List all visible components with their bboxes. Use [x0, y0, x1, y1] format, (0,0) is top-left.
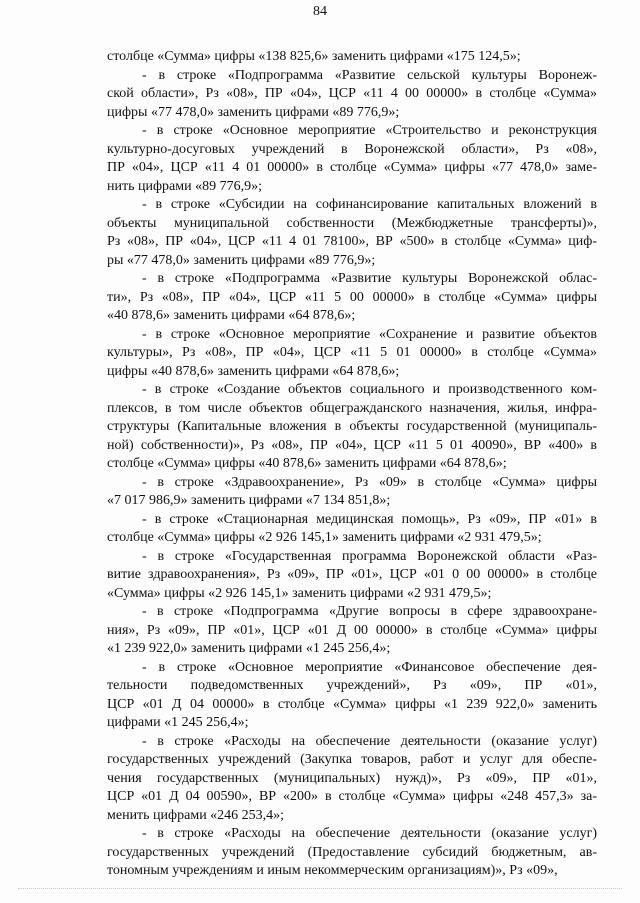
- paragraph: [107, 196, 597, 270]
- text-line: ной) собственности)», Рз «08», ПР «04», ЦСР «11 5 01 40090», ВР «400» в: [107, 437, 597, 453]
- text-line: цифрами «1 245 256,4»;: [107, 715, 249, 730]
- text-line: - в строке «Основное мероприятие «Строительство и реконструкция: [142, 123, 597, 138]
- text-line: столбце «Сумма» цифры «40 878,6» заменить цифрами «64 878,6»;: [107, 456, 507, 471]
- text-line: «7 017 986,9» заменить цифрами «7 134 851,8»;: [107, 493, 391, 508]
- text-line: - в строке «Подпрограмма «Другие вопросы в сфере здравоохране-: [142, 604, 597, 619]
- text-line: ЦСР «01 Д 04 00000» в столбце «Сумма» цифры «1 239 922,0» заменить: [107, 696, 597, 712]
- text-line: - в строке «Расходы на обеспечение деятельности (оказание услуг): [142, 826, 597, 841]
- text-line: цифры «40 878,6» заменить цифрами «64 878,6»;: [107, 363, 400, 379]
- scan-edge-divider: [18, 888, 622, 890]
- text-line: ПР «04», ЦСР «11 4 01 00000» в столбце «Сумма» цифры «77 478,0» заме-: [107, 160, 597, 175]
- text-line: - в строке «Субсидии на софинансирование капитальных вложений в: [142, 197, 597, 212]
- text-line: - в строке «Основное мероприятие «Финансовое обеспечение дея-: [142, 659, 597, 675]
- text-line: государственных учреждений (Предоставление субсидий бюджетным, ав-: [107, 844, 597, 860]
- paragraph: [107, 122, 597, 196]
- text-line: цифры «77 478,0» заменить цифрами «89 776,9»;: [107, 104, 400, 120]
- text-line: столбце «Сумма» цифры «138 825,6» заменить цифрами «175 124,5»;: [107, 49, 521, 64]
- text-line: чения государственных (муниципальных) нужд)», Рз «09», ПР «01»,: [107, 770, 597, 786]
- paragraph: [107, 511, 597, 548]
- text-line: - в строке «Расходы на обеспечение деятельности (оказание услуг): [142, 733, 597, 749]
- paragraph: [107, 548, 597, 604]
- text-line: тономным учреждениям и иным некоммерческим организациям)», Рз «09»,: [107, 863, 558, 878]
- text-line: ния», Рз «09», ПР «01», ЦСР «01 Д 00 00000» в столбце «Сумма» цифры: [107, 622, 597, 638]
- text-line: структуры (Капитальные вложения в объекты государственной (муниципаль-: [107, 419, 597, 434]
- paragraph: [107, 381, 597, 474]
- text-line: плексов, в том числе объектов общегражданского назначения, жилья, инфра-: [107, 400, 597, 416]
- text-line: - в строке «Подпрограмма «Развитие сельской культуры Воронеж-: [142, 67, 597, 83]
- text-line: - в строке «Государственная программа Воронежской области «Раз-: [142, 548, 597, 564]
- text-line: ры «77 478,0» заменить цифрами «89 776,9»;: [107, 252, 376, 268]
- text-line: объекты муниципальной собственности (Межбюджетные трансферты)»,: [107, 215, 597, 231]
- text-line: культуры», Рз «08», ПР «04», ЦСР «11 5 01 00000» в столбце «Сумма»: [107, 345, 597, 360]
- text-line: культурно-досуговых учреждений в Воронежской области», Рз «08»,: [107, 141, 597, 157]
- text-line: «1 239 922,0» заменить цифрами «1 245 256,4»;: [107, 641, 391, 656]
- document-body: [107, 48, 597, 881]
- paragraph: [107, 825, 597, 881]
- paragraph: [107, 474, 597, 511]
- text-line: «40 878,6» заменить цифрами «64 878,6»;: [107, 308, 356, 323]
- text-line: - в строке «Основное мероприятие «Сохранение и развитие объектов: [142, 326, 597, 342]
- paragraph: [107, 733, 597, 826]
- text-line: государственных учреждений (Закупка товаров, работ и услуг для обеспе-: [107, 752, 597, 767]
- text-line: ской области», Рз «08», ПР «04», ЦСР «11 4 00 00000» в столбце «Сумма»: [107, 86, 597, 101]
- text-line: «Сумма» цифры «2 926 145,1» заменить цифрами «2 931 479,5»;: [107, 585, 492, 601]
- text-line: столбце «Сумма» цифры «2 926 145,1» заменить цифрами «2 931 479,5»;: [107, 530, 542, 545]
- paragraph: [107, 326, 597, 382]
- text-line: менить цифрами «246 253,4»;: [107, 807, 285, 823]
- text-line: - в строке «Создание объектов социального и производственного ком-: [142, 382, 597, 397]
- paragraph: [107, 67, 597, 123]
- text-line: - в строке «Подпрограмма «Развитие культуры Воронежской облас-: [142, 271, 597, 286]
- paragraph: [107, 603, 597, 659]
- paragraph: [107, 659, 597, 733]
- text-line: нить цифрами «89 776,9»;: [107, 178, 262, 194]
- text-line: ЦСР «01 Д 04 00590», ВР «200» в столбце «Сумма» цифры «248 457,3» за-: [107, 789, 597, 804]
- paragraph: [107, 270, 597, 326]
- text-line: витие здравоохранения», Рз «09», ПР «01», ЦСР «01 0 00 00000» в столбце: [107, 567, 597, 582]
- text-line: - в строке «Здравоохранение», Рз «09» в столбце «Сумма» цифры: [142, 474, 597, 490]
- text-line: ти», Рз «08», ПР «04», ЦСР «11 5 00 00000» в столбце «Сумма» цифры: [107, 289, 597, 305]
- page-number: 84: [313, 4, 327, 19]
- text-line: - в строке «Стационарная медицинская помощь», Рз «09», ПР «01» в: [142, 511, 597, 527]
- paragraph: [107, 48, 597, 67]
- text-line: Рз «08», ПР «04», ЦСР «11 4 01 78100», ВР «500» в столбце «Сумма» циф-: [107, 234, 597, 249]
- text-line: тельности подведомственных учреждений», Рз «09», ПР «01»,: [107, 678, 597, 693]
